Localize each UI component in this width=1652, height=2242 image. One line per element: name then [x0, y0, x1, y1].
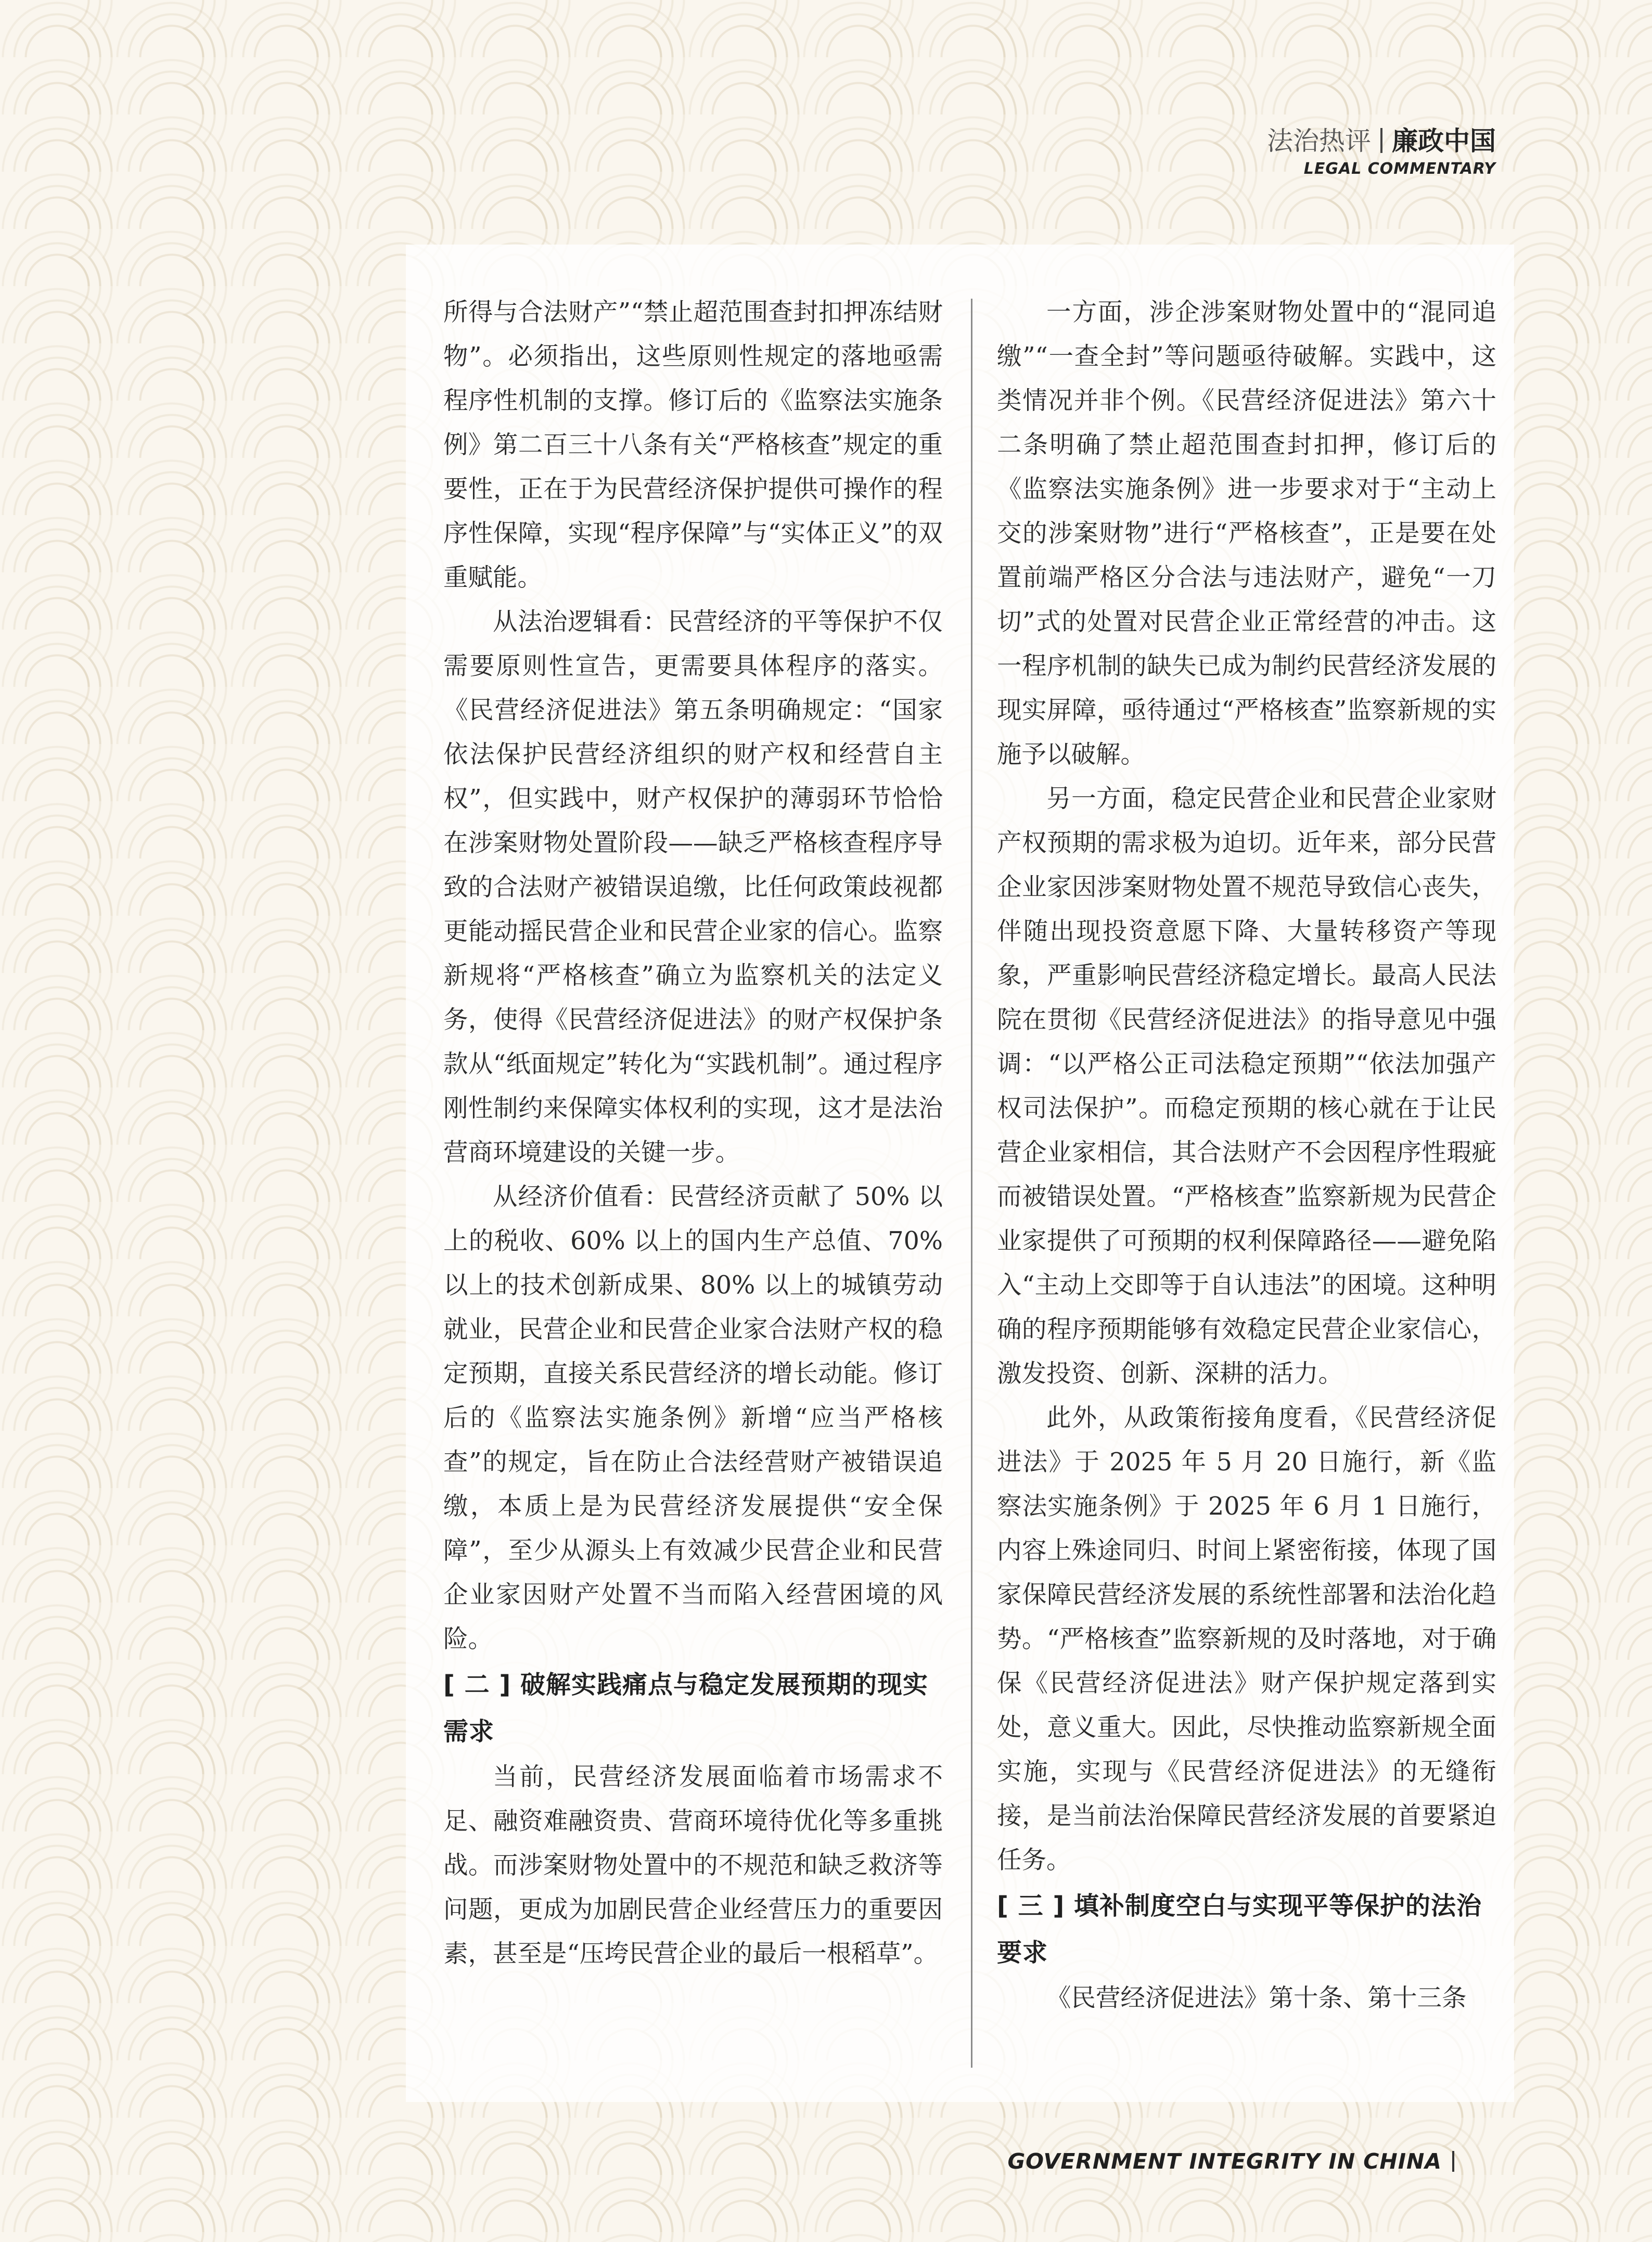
left-paragraph-1: 所得与合法财产”“禁止超范围查封扣押冻结财物”。必须指出，这些原则性规定的落地亟需程序性机制的支撑。修订后的《监察法实施条例》第二百三十八条有关“严格核查”规定的重要性，正在于为民营经济保护提供可操作的程序性保障，实现“程序保障”与“实体正义”的双重赋能。 — [443, 298, 943, 592]
left-paragraph-3: 从经济价值看：民营经济贡献了 50% 以上的税收、60% 以上的国内生产总值、70% 以上的技术创新成果、80% 以上的城镇劳动就业，民营企业和民营企业家合法财产权的稳定预期，直接关系民营经济的增长动能。修订后的《监察法实施条例》新增“应当严格核查”的规定，旨在防止合法经营财产被错误追缴，本质上是为民营经济发展提供“安全保障”，至少从源头上有效减少民营企业和民营企业家因财产处置不当而陷入经营困境的风险。 — [443, 1183, 943, 1654]
section-name: 法治热评 — [1267, 126, 1371, 156]
right-column — [997, 290, 1496, 2020]
column-divider — [971, 299, 972, 2068]
right-paragraph-2: 另一方面，稳定民营企业和民营企业家财产权预期的需求极为迫切。近年来，部分民营企业家因涉案财物处置不规范导致信心丧失，伴随出现投资意愿下降、大量转移资产等现象，严重影响民营经济稳定增长。最高人民法院在贯彻《民营经济促进法》的指导意见中强调：“以严格公正司法稳定预期”“依法加强产权司法保护”。而稳定预期的核心就在于让民营企业家相信，其合法财产不会因程序性瑕疵而被错误处置。“严格核查”监察新规为民营企业家提供了可预期的权利保障路径——避免陷入“主动上交即等于自认违法”的困境。这种明确的程序预期能够有效稳定民营企业家信心，激发投资、创新、深耕的活力。 — [997, 785, 1496, 1388]
right-paragraph-1: 一方面，涉企涉案财物处置中的“混同追缴”“一查全封”等问题亟待破解。实践中，这类情况并非个例。《民营经济促进法》第六十二条明确了禁止超范围查封扣押，修订后的《监察法实施条例》进一步要求对于“主动上交的涉案财物”进行“严格核查”，正是要在处置前端严格区分合法与违法财产，避免“一刀切”式的处置对民营企业正常经营的冲击。这一程序机制的缺失已成为制约民营经济发展的现实屏障，亟待通过“严格核查”监察新规的实施予以破解。 — [997, 298, 1496, 769]
footer-magazine-title: GOVERNMENT INTEGRITY IN CHINA — [1007, 2149, 1442, 2174]
page-header — [1267, 123, 1496, 179]
left-paragraph-4: 当前，民营经济发展面临着市场需求不足、融资难融资贵、营商环境待优化等多重挑战。而涉案财物处置中的不规范和缺乏救济等问题，更成为加剧民营企业经营压力的重要因素，甚至是“压垮民营企业的最后一根稻草”。 — [443, 1763, 943, 1968]
section-heading-2: [ 二 ] 破解实践痛点与稳定发展预期的现实需求 — [443, 1670, 929, 1746]
right-paragraph-3: 此外，从政策衔接角度看，《民营经济促进法》于 2025 年 5 月 20 日施行，新《监察法实施条例》于 2025 年 6 月 1 日施行，内容上殊途同归、时间上紧密衔接，体现了国家保障民营经济发展的系统性部署和法治化趋势。“严格核查”监察新规的及时落地，对于确保《民营经济促进法》财产保护规定落到实处，意义重大。因此，尽快推动监察新规全面实施，实现与《民营经济促进法》的无缝衔接，是当前法治保障民营经济发展的首要紧迫任务。 — [997, 1404, 1496, 1875]
footer-separator — [1452, 2151, 1454, 2172]
left-paragraph-2: 从法治逻辑看：民营经济的平等保护不仅需要原则性宣告，更需要具体程序的落实。《民营经济促进法》第五条明确规定：“国家依法保护民营经济组织的财产权和经营自主权”，但实践中，财产权保护的薄弱环节恰恰在涉案财物处置阶段——缺乏严格核查程序导致的合法财产被错误追缴，比任何政策歧视都更能动摇民营企业和民营企业家的信心。监察新规将“严格核查”确立为监察机关的法定义务，使得《民营经济促进法》的财产权保护条款从“纸面规定”转化为“实践机制”。通过程序刚性制约来保障实体权利的实现，这才是法治营商环境建设的关键一步。 — [443, 608, 943, 1167]
section-subtitle: LEGAL COMMENTARY — [1303, 160, 1496, 178]
header-title-line — [1267, 123, 1496, 159]
section-heading-3: [ 三 ] 填补制度空白与实现平等保护的法治要求 — [997, 1891, 1482, 1967]
left-column — [443, 290, 943, 1976]
magazine-name: 廉政中国 — [1392, 126, 1496, 156]
header-separator — [1380, 128, 1382, 153]
right-paragraph-4: 《民营经济促进法》第十条、第十三条 — [1046, 1984, 1467, 2013]
page-footer — [1007, 2149, 1454, 2174]
